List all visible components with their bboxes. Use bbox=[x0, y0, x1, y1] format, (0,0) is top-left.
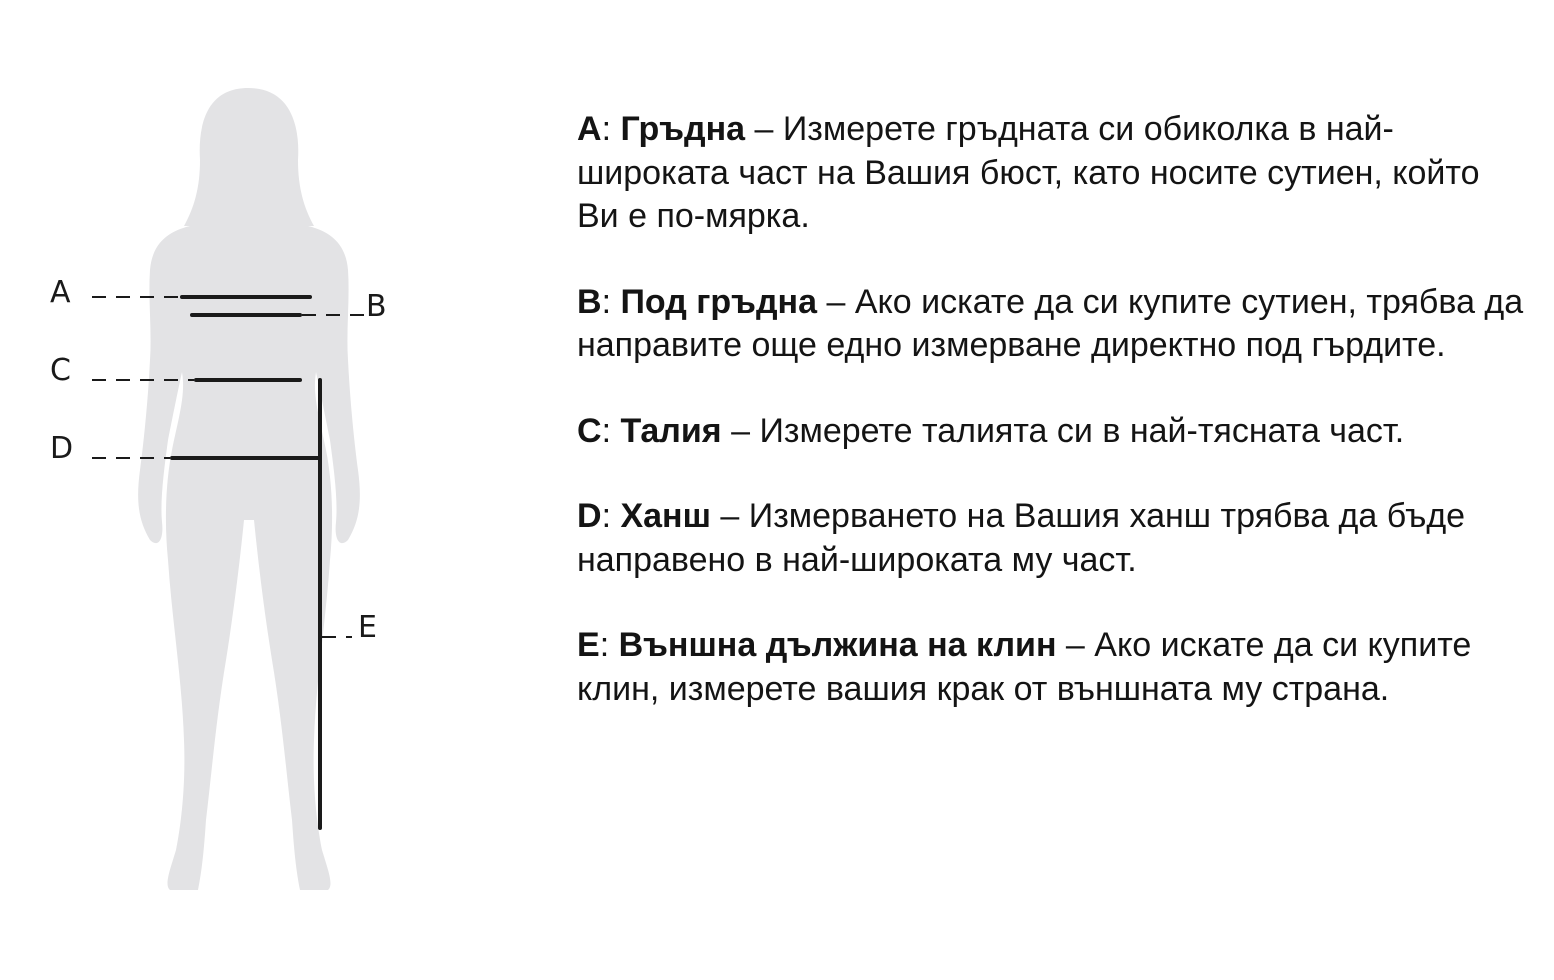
instruction-title: Външна дължина на клин bbox=[618, 626, 1057, 664]
instruction-title: Гръдна bbox=[620, 110, 746, 148]
instruction-letter: D bbox=[577, 497, 602, 535]
instruction-b: B: Под гръдна – Ако искате да си купите сутиен, трябва да направите още едно измерване директно под гърдите. bbox=[577, 282, 1524, 364]
marker-a: A bbox=[50, 275, 71, 310]
marker-d: D bbox=[50, 431, 74, 466]
woman-silhouette bbox=[138, 88, 360, 890]
instruction-title: Ханш bbox=[620, 497, 711, 535]
marker-b: B bbox=[366, 289, 387, 324]
measurement-instructions bbox=[577, 108, 1527, 753]
instruction-text: Измерете гръдната си обиколка в най-широката част на Вашия бюст, като носите сутиен, който Ви е по-мярка. bbox=[577, 110, 1480, 235]
instruction-e: E: Външна дължина на клин – Ако искате да си купите клин, измерете вашия крак от външната му страна. bbox=[577, 626, 1472, 708]
body-measurement-figure bbox=[0, 0, 560, 980]
instruction-c: C: Талия – Измерете талията си в най-тясната част. bbox=[577, 411, 1405, 450]
instruction-d: D: Ханш – Измерването на Вашия ханш трябва да бъде направено в най-широката му част. bbox=[577, 497, 1466, 579]
marker-e: E bbox=[358, 610, 377, 645]
instruction-separator: – bbox=[817, 282, 855, 321]
instruction-letter: E bbox=[577, 626, 600, 664]
instruction-title: Под гръдна bbox=[620, 282, 817, 321]
instruction-separator: – bbox=[721, 411, 760, 450]
instruction-separator: – bbox=[710, 497, 749, 535]
instruction-text: Ако искате да си купите клин, измерете вашия крак от външната му страна. bbox=[577, 626, 1472, 708]
instruction-text: Ако искате да си купите сутиен, трябва да направите още едно измерване директно под гърдите. bbox=[577, 282, 1524, 364]
marker-c: C bbox=[50, 353, 71, 388]
instruction-text: Измерете талията си в най-тясната част. bbox=[759, 411, 1405, 450]
instruction-text: Измерването на Вашия ханш трябва да бъде направено в най-широката му част. bbox=[577, 497, 1466, 579]
instruction-letter: C bbox=[577, 411, 602, 450]
instruction-title: Талия bbox=[620, 411, 722, 450]
instruction-letter: B bbox=[577, 282, 602, 321]
instruction-separator: – bbox=[745, 110, 783, 148]
instruction-separator: – bbox=[1056, 626, 1095, 664]
instruction-a: A: Гръдна – Измерете гръдната си обиколка в най-широката част на Вашия бюст, като носите сутиен, който Ви е по-мярка. bbox=[577, 110, 1480, 235]
instruction-letter: A bbox=[577, 110, 602, 148]
